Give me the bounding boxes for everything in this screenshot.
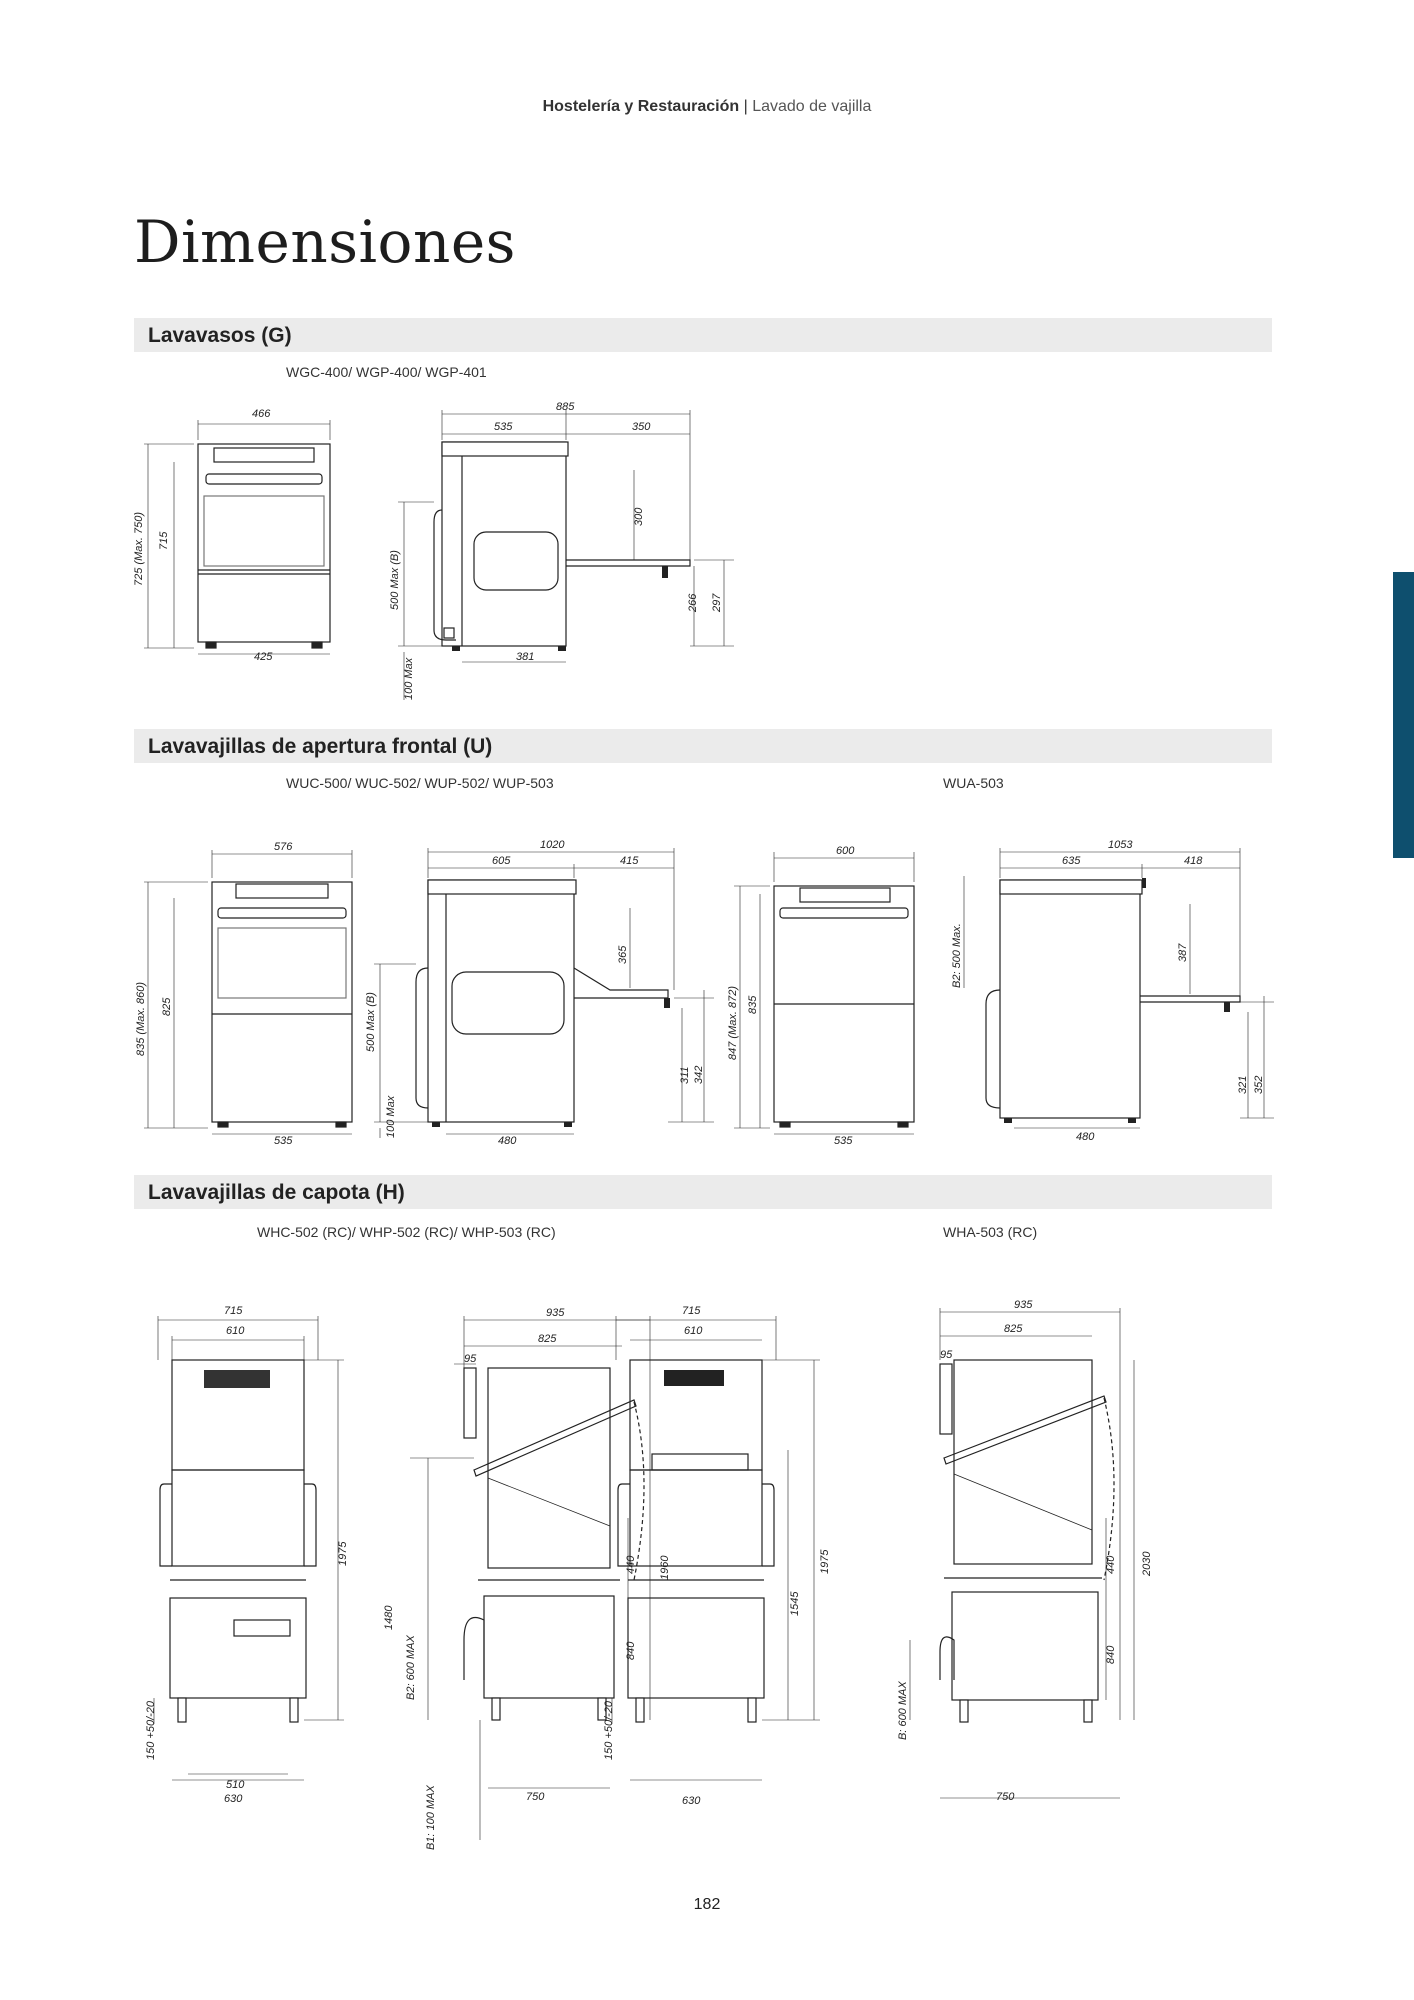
side-color-tab: [1393, 572, 1414, 858]
header-category: Hostelería y Restauración: [542, 98, 740, 115]
dim-h-front-base-outer: 630: [224, 1793, 243, 1805]
dim-u-side-depth-a: 605: [492, 855, 511, 867]
page-number: 182: [693, 1896, 721, 1913]
dim-u-front-height-max: 835 (Max. 860): [135, 982, 147, 1056]
hood-front-view-b: [612, 1316, 820, 1780]
dim-h-side-b-hose-max: B: 600 MAX: [897, 1681, 909, 1740]
dim-u-side-base: 480: [498, 1135, 517, 1147]
dim-g-side-depth-total: 885: [556, 401, 575, 413]
frontloader-side-view-a: [374, 848, 714, 1138]
dim-h-front-height: 1975: [337, 1541, 349, 1566]
dim-h-front-b-base: 630: [682, 1795, 701, 1807]
model-label-glasswasher: WGC-400/ WGP-400/ WGP-401: [286, 364, 487, 380]
section-label-hood: Lavavajillas de capota (H): [148, 1181, 405, 1204]
dim-g-front-width-bottom: 425: [254, 651, 273, 663]
dim-u-side-b-base: 480: [1076, 1131, 1095, 1143]
dim-g-front-width-top: 466: [252, 408, 271, 420]
dim-h-side-b-h-cabinet: 840: [1105, 1645, 1117, 1664]
glasswasher-front-view: [144, 420, 330, 654]
dim-h-front-b-height: 1975: [819, 1549, 831, 1574]
drawing-hood: [134, 1280, 1274, 1860]
dim-h-front-b-feet: 150 +50/-20: [603, 1700, 615, 1760]
dim-u-front-b-height-max: 847 (Max. 872): [727, 986, 739, 1060]
drawing-frontloader: [134, 838, 1274, 1147]
section-bar-frontloader: [134, 729, 1272, 763]
frontloader-front-view-b: [734, 852, 914, 1134]
dim-u-front-b-width-bottom: 535: [834, 1135, 853, 1147]
dim-h-side-h-cabinet: 840: [625, 1641, 637, 1660]
dim-u-side-shelf-drop: 365: [617, 945, 629, 964]
dim-h-side-b-height: 2030: [1141, 1551, 1153, 1576]
dim-g-side-h2: 297: [711, 593, 723, 612]
dim-h-side-depth-a: 825: [538, 1333, 557, 1345]
dim-h-side-height: 1960: [659, 1555, 671, 1580]
dim-u-side-depth-total: 1020: [540, 839, 565, 851]
dim-u-front-b-width-top: 600: [836, 845, 855, 857]
header-separator: |: [743, 98, 748, 115]
dim-u-front-b-height: 835: [747, 995, 759, 1014]
dim-u-side-h2: 342: [693, 1065, 705, 1084]
dim-u-side-depth-b: 415: [620, 855, 639, 867]
dim-h-side-h-hood: 440: [625, 1555, 637, 1574]
dim-h-side-b-h-hood: 440: [1105, 1555, 1117, 1574]
page-title: Dimensiones: [134, 208, 516, 276]
dim-g-front-height: 715: [158, 531, 170, 550]
section-label-frontloader: Lavavajillas de apertura frontal (U): [148, 735, 493, 758]
dim-u-side-b-h1: 321: [1237, 1075, 1249, 1094]
dim-g-side-base: 381: [516, 651, 535, 663]
dim-h-side-drain-max: B1: 100 MAX: [425, 1785, 437, 1850]
dim-h-side-b-base: 750: [996, 1791, 1015, 1803]
frontloader-front-view-a: [144, 850, 352, 1134]
dim-u-side-drain-max: 100 Max: [385, 1095, 397, 1138]
dim-h-front-width-outer: 715: [224, 1305, 243, 1317]
section-label-glasswasher: Lavavasos (G): [148, 324, 292, 347]
page-header: [0, 98, 1414, 116]
dim-u-front-width-top: 576: [274, 841, 293, 853]
dim-h-front-b-width-outer: 715: [682, 1305, 701, 1317]
dim-h-side-b-depth-total: 935: [1014, 1299, 1033, 1311]
dim-u-front-height: 825: [161, 997, 173, 1016]
dim-u-side-b-shelf-drop: 387: [1177, 943, 1189, 962]
model-label-hood-b: WHA-503 (RC): [943, 1224, 1038, 1240]
dim-u-side-h1: 311: [679, 1066, 691, 1084]
section-bar-glasswasher: [134, 318, 1272, 352]
dim-h-side-hose-max: B2: 600 MAX: [405, 1635, 417, 1700]
dim-h-side-offset: 95: [464, 1353, 477, 1365]
glasswasher-side-view: [398, 410, 734, 700]
drawing-glasswasher: [134, 400, 744, 710]
dim-g-side-shelf-drop: 300: [633, 507, 645, 526]
dim-h-side-b-offset: 95: [940, 1349, 953, 1361]
dim-h-front-b-h-cabinet: 1545: [789, 1591, 801, 1616]
hood-side-view-a: [410, 1316, 650, 1840]
dim-h-front-b-width-inner: 610: [684, 1325, 703, 1337]
dim-h-side-b-depth-a: 825: [1004, 1323, 1023, 1335]
dim-u-side-b-hose-max: B2: 500 Max.: [951, 923, 963, 988]
dim-u-side-b-depth-a: 635: [1062, 855, 1081, 867]
model-label-hood-a: WHC-502 (RC)/ WHP-502 (RC)/ WHP-503 (RC): [257, 1224, 556, 1240]
dim-g-side-h1: 266: [687, 593, 699, 612]
dim-u-side-b-depth-total: 1053: [1108, 839, 1133, 851]
section-bar-hood: [134, 1175, 1272, 1209]
dim-g-side-drain-max: 100 Max: [403, 657, 415, 700]
dim-g-side-depth-a: 535: [494, 421, 513, 433]
model-label-frontloader-b: WUA-503: [943, 775, 1004, 791]
dim-h-front-base-inner: 510: [226, 1779, 245, 1791]
dim-u-side-hose-max: 500 Max (B): [365, 992, 377, 1052]
dim-u-side-b-depth-b: 418: [1184, 855, 1203, 867]
header-subcategory: Lavado de vajilla: [752, 98, 872, 115]
dim-h-front-feet: 150 +50/-20: [145, 1700, 157, 1760]
dim-h-side-depth-total: 935: [546, 1307, 565, 1319]
hood-front-view-a: [154, 1316, 344, 1780]
dim-h-front-width-inner: 610: [226, 1325, 245, 1337]
dim-u-side-b-h2: 352: [1253, 1075, 1265, 1094]
dim-g-front-height-max: 725 (Max. 750): [133, 512, 145, 586]
dim-u-front-width-bottom: 535: [274, 1135, 293, 1147]
hood-side-view-b: [910, 1308, 1134, 1798]
dim-h-side-h-open: 1480: [383, 1605, 395, 1630]
dim-g-side-hose-max: 500 Max (B): [389, 550, 401, 610]
dim-g-side-depth-b: 350: [632, 421, 651, 433]
model-label-frontloader-a: WUC-500/ WUC-502/ WUP-502/ WUP-503: [286, 775, 554, 791]
frontloader-side-view-b: [964, 848, 1274, 1128]
dim-h-side-base: 750: [526, 1791, 545, 1803]
